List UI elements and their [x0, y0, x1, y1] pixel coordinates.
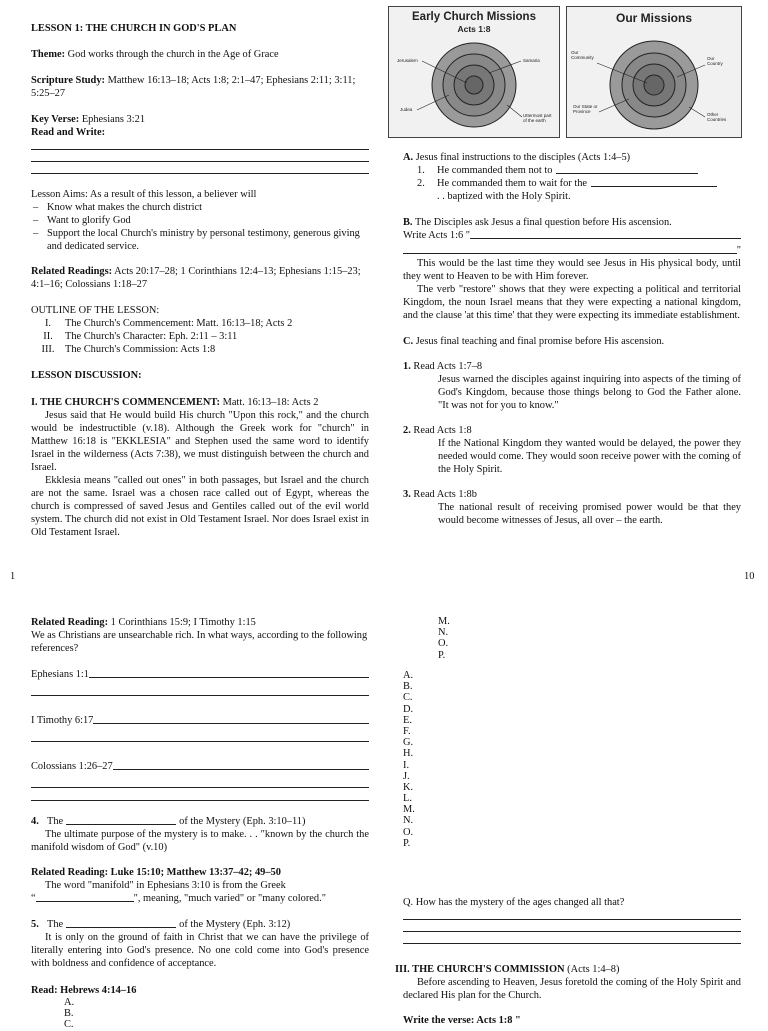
letter-item: O.: [403, 826, 414, 838]
diagram-subtitle: Acts 1:8: [457, 24, 491, 35]
reference-row: [31, 668, 369, 681]
reference-row: [31, 714, 369, 727]
item-number: 2.: [417, 178, 425, 189]
section-a-text: Jesus final instructions to the disciples (Acts 1:4–5): [415, 152, 631, 163]
read-items: [31, 997, 369, 1031]
write-line: [31, 161, 369, 162]
answer-blank[interactable]: [66, 815, 176, 825]
diagram-title: Early Church Missions: [412, 11, 536, 23]
theme-label: Theme:: [31, 49, 66, 60]
letter-list: [403, 670, 415, 849]
item-text: He commanded them not to: [437, 165, 553, 176]
aim-item: – Support the local Church's ministry by personal testimony, generous giving and dedicated service.: [31, 227, 369, 253]
letter-item: A.: [403, 670, 414, 681]
related-reading-2: Related Reading: Luke 15:10; Matthew 13:37–42; 49–50: [31, 867, 281, 878]
item-heading: [403, 424, 741, 437]
page-10-column: [403, 151, 741, 527]
section-b-paragraph-2: The verb "restore" shows that they were expecting a political and territorial Kingdom, the noun Israel means that they were expecting a national kingdom, and the clause 'at this time' that they were expecting its immediate establishment.: [403, 284, 741, 321]
section1-ref: Matt. 16:13–18: Acts 2: [222, 397, 319, 408]
theme-line: [31, 48, 369, 61]
item-title: Read Acts 1:7–8: [413, 361, 483, 372]
item-4-heading: [31, 815, 369, 828]
section-b-heading: [403, 216, 741, 229]
lesson-title: LESSON 1: THE CHURCH IN GOD'S PLAN: [31, 23, 237, 34]
aim-item: – Want to glorify God: [31, 214, 369, 227]
discussion-title: LESSON DISCUSSION:: [31, 370, 142, 381]
section1-paragraph-2: Ekklesia means "called out ones" in both passages, but Israel and the church are not the same. Israel was a chosen race called out of Egypt, whereas the church is compressed of saved Jesus and Gentiles called out of the evil world system. The church did not exist in Old Testament Israel. Nor does Israel exist in Old Testament Israel.: [31, 475, 369, 538]
outline-list: [31, 317, 369, 356]
outline-item: [31, 317, 369, 330]
outline-title: OUTLINE OF THE LESSON:: [31, 305, 160, 316]
section-b-text: The Disciples ask Jesus a final question before His ascension.: [414, 217, 672, 228]
section-c-item: [403, 360, 741, 412]
item-number: 3.: [403, 489, 411, 500]
diagram-label: Judea: [400, 107, 413, 112]
related-label: Related Reading:: [31, 617, 109, 628]
related-label: Related Readings:: [31, 266, 113, 277]
section-a-item: [403, 164, 741, 177]
scripture-line: [31, 74, 369, 100]
answer-line[interactable]: [403, 919, 741, 920]
letter-item: N.: [403, 815, 414, 827]
letter-item: D.: [403, 703, 414, 715]
section-3-title: III. THE CHURCH'S COMMISSION: [395, 964, 565, 975]
diagram-label: Samaria: [523, 58, 540, 63]
reference-label: Colossians 1:26–27: [31, 761, 113, 772]
section-3-ref: (Acts 1:4–8): [567, 964, 620, 975]
letter-item: H.: [403, 748, 414, 760]
diagram-label: Our Country: [707, 56, 723, 66]
item-4-paragraph: The ultimate purpose of the mystery is to make. . . "known by the church the manifold wisdom of God" (v.10): [31, 829, 369, 853]
answer-line[interactable]: [31, 800, 369, 801]
section-3-column: [395, 963, 741, 1027]
answer-line[interactable]: [31, 695, 369, 696]
item-description: Jesus warned the disciples against inquiring into aspects of the timing of God's Kingdom, because those things belong to God the Father alone. "It was not for you to know.": [438, 374, 741, 411]
section-a-label: A.: [403, 152, 414, 163]
key-verse-text: Ephesians 3:21: [81, 114, 146, 125]
letter-item: C.: [403, 692, 413, 704]
outline-num: II.: [43, 331, 53, 342]
letter-item: K.: [403, 781, 414, 793]
key-verse-line: [31, 113, 369, 126]
item-text: of the Mystery (Eph. 3:10–11): [179, 816, 306, 827]
target-rings: [610, 41, 698, 129]
answer-blank[interactable]: [66, 918, 176, 928]
answer-blank[interactable]: [470, 229, 741, 239]
letter-item: L.: [403, 793, 412, 805]
section1-heading-line: [31, 396, 369, 409]
page-1-column: [31, 22, 369, 539]
outline-item: [31, 330, 369, 343]
write-verse-prompt: Write the verse: Acts 1:8 ": [403, 1015, 521, 1026]
section-a-heading: [403, 151, 741, 164]
related-readings: [31, 265, 369, 291]
item-number: 5.: [31, 919, 39, 930]
diagram-label: Our State or Province: [573, 104, 598, 114]
answer-line[interactable]: [31, 787, 369, 788]
answer-blank[interactable]: [36, 892, 134, 902]
outline-num: I.: [44, 318, 52, 329]
item-description: The national result of receiving promised power would be that they would become witnesses of Jesus, all over – the earth.: [438, 502, 741, 526]
outline-num: III.: [41, 344, 55, 355]
item-number: 1.: [417, 165, 425, 176]
related-reading-line: [31, 616, 369, 629]
open-quote: “: [31, 893, 36, 904]
manifold-blank-line: [31, 892, 369, 905]
lower-right-column: [403, 896, 741, 958]
page-number-1: 1: [10, 571, 16, 582]
early-church-missions-diagram: [388, 6, 560, 138]
riches-intro: We as Christians are unsearchable rich. In what ways, according to the following references?: [31, 630, 368, 654]
aims-intro: Lesson Aims: As a result of this lesson, a believer will: [31, 189, 257, 200]
key-verse-label: Key Verse:: [31, 114, 80, 125]
outline-text: The Church's Commencement: Matt. 16:13–18; Acts 2: [65, 318, 293, 329]
diagram-title: Our Missions: [615, 11, 692, 25]
scripture-text: Matthew 16:13–18; Acts 1:8; 2:1–47; Ephesians 2:11; 3:11; 5:25–27: [31, 75, 356, 99]
letter-item: I.: [403, 759, 410, 771]
scripture-label: Scripture Study:: [31, 75, 105, 86]
letter-item: P.: [438, 649, 446, 661]
section-c-item: [403, 424, 741, 476]
letter-item: E.: [403, 714, 412, 726]
write-line-row: [403, 244, 741, 257]
letter-item: C.: [64, 1019, 74, 1031]
item-heading: [403, 360, 741, 373]
answer-line[interactable]: [403, 943, 741, 944]
section-b-label: B.: [403, 217, 413, 228]
diagram-label: Our Community: [571, 50, 594, 60]
letter-item: F.: [403, 725, 411, 737]
letter-item: B.: [403, 681, 413, 693]
write-prompt: Write Acts 1:6 ": [403, 230, 471, 241]
item-description: If the National Kingdom they wanted would be delayed, the power they needed would come. They would soon receive power with the coming of the Holy Spirit.: [438, 438, 741, 475]
diagram-label: Other Countries: [707, 112, 727, 122]
item-number: 1.: [403, 361, 411, 372]
reference-label: I Timothy 6:17: [31, 715, 94, 726]
aims-list: [31, 201, 369, 253]
item-5-paragraph: It is only on the ground of faith in Christ that we can have the privilege of literally entering into God's presence. No one cold come into God's presence with boldness and confidence of acceptance.: [31, 932, 369, 969]
section-3-heading: [395, 963, 741, 976]
our-missions-diagram: [566, 6, 742, 138]
theme-text: God works through the church in the Age of Grace: [67, 49, 279, 60]
letter-item: A.: [64, 997, 75, 1008]
section-c-label: C.: [403, 336, 414, 347]
section1-heading: I. THE CHURCH'S COMMENCEMENT:: [31, 397, 220, 408]
letter-item: N.: [438, 627, 449, 639]
item-text: He commanded them to wait for the: [437, 178, 588, 189]
section-a-continuation: . . baptized with the Holy Spirit.: [437, 191, 571, 202]
write-lines: [31, 149, 369, 174]
section-b-paragraph-1: This would be the last time they would see Jesus in His physical body, until they went to Heaven to be with Him forever.: [403, 258, 741, 282]
answer-blank[interactable]: [591, 177, 717, 187]
closing-quote: ": [736, 245, 741, 256]
read-hebrews: Read: Hebrews 4:14–16: [31, 985, 137, 996]
section-3-paragraph: Before ascending to Heaven, Jesus foretold the coming of the Holy Spirit and declared His plan for the Church.: [403, 977, 741, 1001]
answer-line[interactable]: [31, 741, 369, 742]
section-a-item: [403, 177, 741, 190]
read-write-label: Read and Write:: [31, 127, 106, 138]
section-c-heading: [403, 335, 741, 348]
manifold-line: The word "manifold" in Ephesians 3:10 is from the Greek: [45, 880, 286, 891]
item-text: of the Mystery (Eph. 3:12): [179, 919, 291, 930]
reference-row: [31, 760, 369, 773]
outline-text: The Church's Commission: Acts 1:8: [65, 344, 216, 355]
item-title: Read Acts 1:8: [413, 425, 472, 436]
target-rings: [432, 43, 516, 127]
item-number: 4.: [31, 816, 39, 827]
letter-item: M.: [438, 616, 450, 627]
letter-item: P.: [403, 837, 411, 849]
item-text: The: [47, 919, 64, 930]
top-letter-list: [438, 616, 450, 661]
letter-item: G.: [403, 737, 414, 749]
letter-item: M.: [403, 804, 415, 816]
answer-blank[interactable]: [556, 164, 698, 174]
answer-line[interactable]: [403, 931, 741, 932]
lower-left-column: [31, 616, 369, 1031]
write-line: [31, 149, 369, 150]
write-line: [31, 173, 369, 174]
item-heading: [403, 488, 741, 501]
reference-label: Ephesians 1:1: [31, 669, 90, 680]
page-number-10: 10: [744, 571, 755, 582]
item-text: The: [47, 816, 64, 827]
answer-blank[interactable]: [113, 760, 369, 770]
section-c-item: [403, 488, 741, 527]
aim-item: – Know what makes the church district: [31, 201, 369, 214]
outline-text: The Church's Character: Eph. 2:11 – 3:11: [65, 331, 238, 342]
section-c-text: Jesus final teaching and final promise before His ascension.: [415, 336, 665, 347]
letter-item: O.: [438, 638, 449, 650]
outline-item: [31, 343, 369, 356]
diagram-label: Jerusalem: [397, 58, 418, 63]
letter-item: J.: [403, 770, 410, 782]
answer-blank[interactable]: [89, 668, 369, 678]
letter-item: B.: [64, 1008, 74, 1020]
write-acts-1-6: [403, 229, 741, 242]
item-title: Read Acts 1:8b: [413, 489, 477, 500]
diagram-label: Uttermost part of the earth: [523, 113, 552, 123]
related-text: Acts 20:17–28; 1 Corinthians 12:4–13; Ephesians 1:15–23; 4:1–16; Colossians 1:18–27: [31, 266, 361, 290]
answer-blank[interactable]: [93, 714, 369, 724]
item-5-heading: [31, 918, 369, 931]
manifold-meaning: ", meaning, "much varied" or "many colored.": [133, 893, 326, 904]
answer-blank[interactable]: [403, 244, 737, 254]
item-number: 2.: [403, 425, 411, 436]
related-text: 1 Corinthians 15:9; I Timothy 1:15: [110, 617, 256, 628]
question-q: Q. How has the mystery of the ages changed all that?: [403, 897, 625, 908]
section1-paragraph-1: Jesus said that He would build His church "Upon this rock," and the church would be indestructible (v.18). Although the Greek work for "church" in Matthew 16:18 is "EKKLESIA" and Stephen used the same word to identify Israel in the wilderness (Acts 7:38), we must distinguish between the church and Israel.: [31, 410, 369, 473]
